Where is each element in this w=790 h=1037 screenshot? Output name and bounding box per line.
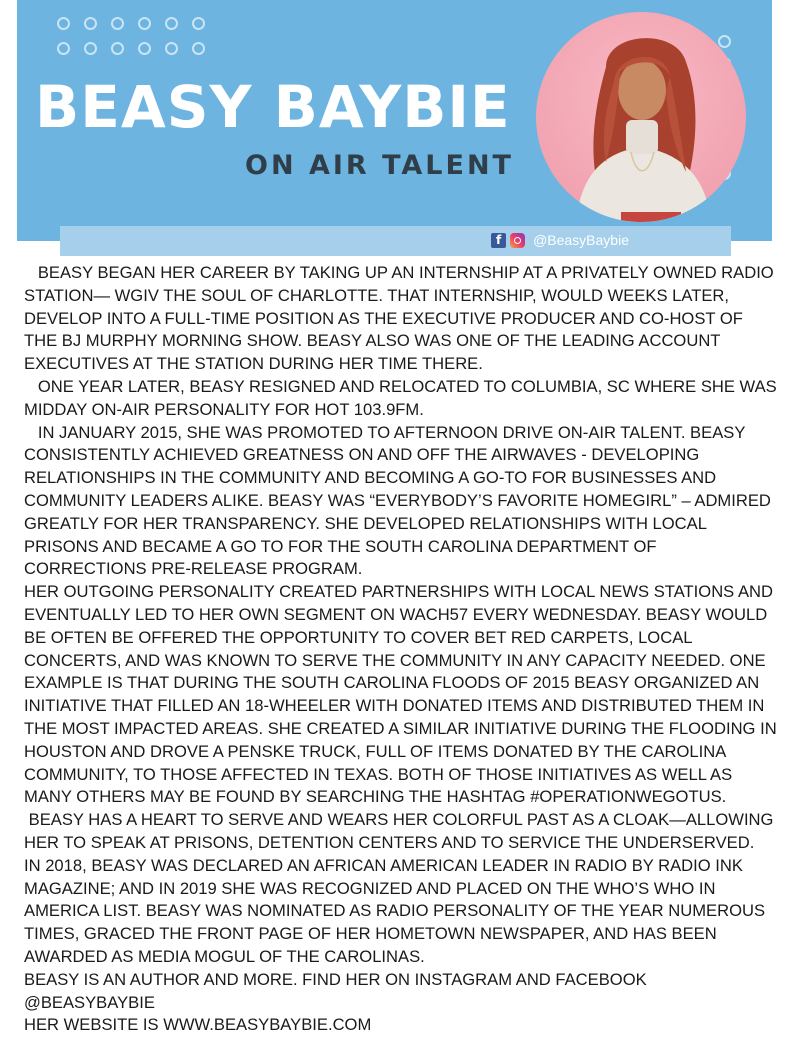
decorative-dots-left bbox=[57, 17, 205, 55]
bio-paragraph: BEASY BEGAN HER CAREER BY TAKING UP AN INTERNSHIP AT A PRIVATELY OWNED RADIO STATION— WGIV THE SOUL OF CHARLOTTE. THAT INTERNSHIP, WOULD WEEKS LATER, DEVELOP INTO A FULL-TIME POSITION AS THE EXECUTIVE PRODUCER AND CO-HOST OF THE BJ MURPHY MORNING SHOW. BEASY ALSO WAS ONE OF THE LEADING ACCOUNT EXECUTIVES AT THE STATION DURING HER TIME THERE. bbox=[24, 263, 779, 374]
social-bar bbox=[60, 226, 731, 256]
bio-paragraph: IN JANUARY 2015, SHE WAS PROMOTED TO AFTERNOON DRIVE ON-AIR TALENT. BEASY CONSISTENTLY ACHIEVED GREATNESS ON AND OFF THE AIRWAVES - DEVELOPING RELATIONSHIPS IN THE COMMUNITY AND BECOMING A GO-TO FOR BUSINESSES AND COMMUNITY LEADERS ALIKE. BEASY WAS “EVERYBODY’S FAVORITE HOMEGIRL” – ADMIRED GREATLY FOR HER TRANSPARENCY. SHE DEVELOPED RELATIONSHIPS WITH LOCAL PRISONS AND BECAME A GO TO FOR THE SOUTH CAROLINA DEPARTMENT OF CORRECTIONS PRE-RELEASE PROGRAM. bbox=[24, 422, 776, 579]
header-banner bbox=[17, 0, 772, 241]
bio-text bbox=[24, 262, 782, 1037]
profile-photo bbox=[536, 12, 746, 222]
bio-paragraph: HER OUTGOING PERSONALITY CREATED PARTNERSHIPS WITH LOCAL NEWS STATIONS AND EVENTUALLY LED TO HER OWN SEGMENT ON WACH57 EVERY WEDNESDAY. BEASY WOULD BE OFTEN BE OFFERED THE OPPORTUNITY TO COVER BET RED CARPETS, LOCAL CONCERTS, AND WAS KNOWN TO SERVE THE COMMUNITY IN ANY CAPACITY NEEDED. ONE EXAMPLE IS THAT DURING THE SOUTH CAROLINA FLOODS OF 2015 BEASY ORGANIZED AN INITIATIVE THAT FILLED AN 18-WHEELER WITH DONATED ITEMS AND DISTRIBUTED THEM IN THE MOST IMPACTED AREAS. SHE CREATED A SIMILAR INITIATIVE DURING THE FLOODING IN HOUSTON AND DROVE A PENSKE TRUCK, FULL OF ITEMS DONATED BY THE CAROLINA COMMUNITY, TO THOSE AFFECTED IN TEXAS. BOTH OF THOSE INITIATIVES AS WELL AS MANY OTHERS MAY BE FOUND BY SEARCHING THE HASHTAG #OPERATIONWEGOTUS. bbox=[24, 582, 782, 807]
facebook-icon[interactable]: f bbox=[491, 233, 506, 248]
social-links bbox=[491, 232, 629, 248]
bio-paragraph: HER WEBSITE IS WWW.BEASYBAYBIE.COM bbox=[24, 1015, 372, 1035]
instagram-icon[interactable] bbox=[510, 233, 525, 248]
bio-paragraph: IN 2018, BEASY WAS DECLARED AN AFRICAN AMERICAN LEADER IN RADIO BY RADIO INK MAGAZINE; AND IN 2019 SHE WAS RECOGNIZED AND PLACED ON THE WHO’S WHO IN AMERICA LIST. BEASY WAS NOMINATED AS RADIO PERSONALITY OF THE YEAR NUMEROUS TIMES, GRACED THE FRONT PAGE OF HER HOMETOWN NEWSPAPER, AND HAS BEEN AWARDED AS MEDIA MOGUL OF THE CAROLINAS. bbox=[24, 855, 770, 966]
page-title: BEASY BAYBIE bbox=[35, 73, 511, 141]
bio-paragraph: BEASY HAS A HEART TO SERVE AND WEARS HER COLORFUL PAST AS A CLOAK—ALLOWING HER TO SPEAK AT PRISONS, DETENTION CENTERS AND TO SERVICE THE UNDERSERVED. bbox=[24, 810, 779, 852]
page-subtitle: ON AIR TALENT bbox=[245, 150, 514, 181]
bio-paragraph: BEASY IS AN AUTHOR AND MORE. FIND HER ON INSTAGRAM AND FACEBOOK @BEASYBAYBIE bbox=[24, 969, 652, 1012]
bio-paragraph: ONE YEAR LATER, BEASY RESIGNED AND RELOCATED TO COLUMBIA, SC WHERE SHE WAS MIDDAY ON-AIR PERSONALITY FOR HOT 103.9FM. bbox=[24, 376, 782, 419]
social-handle[interactable]: @BeasyBaybie bbox=[533, 232, 629, 248]
